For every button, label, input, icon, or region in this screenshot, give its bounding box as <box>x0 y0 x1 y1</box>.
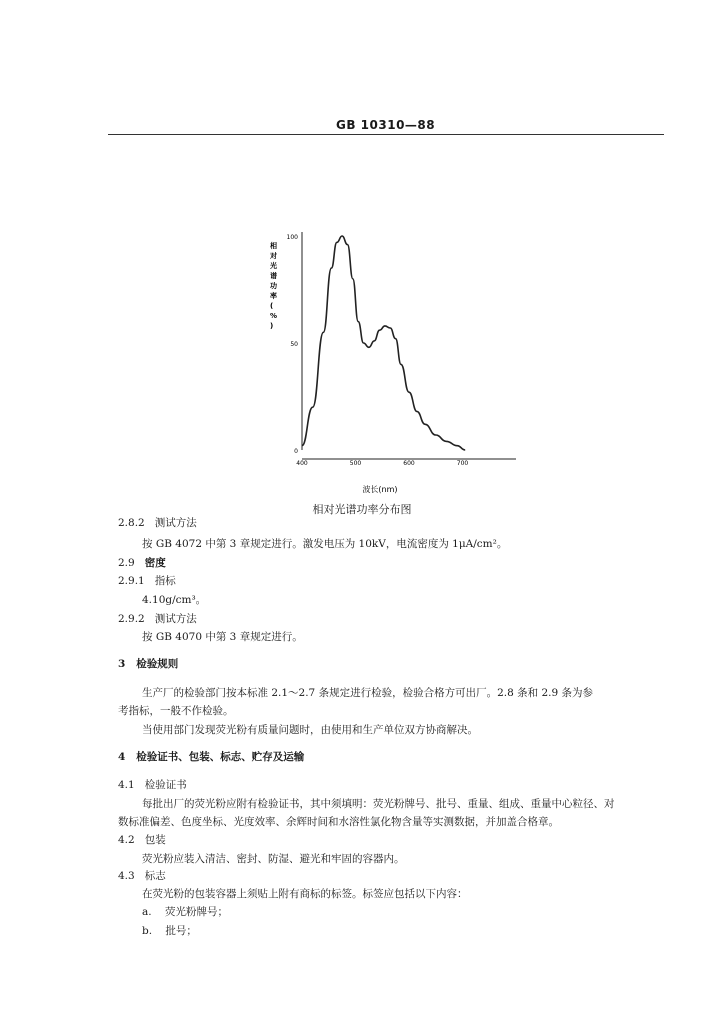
list-item-b <box>142 924 197 938</box>
section-number: 4.3 <box>118 870 135 882</box>
spectrum-curve <box>302 236 465 450</box>
y-tick-label: 50 <box>290 341 298 348</box>
section-3-paragraph-1-line-1: 生产厂的检验部门按本标准 2.1～2.7 条规定进行检验，检验合格方可出厂。2.8 条和 2.9 条为参 <box>142 687 593 699</box>
section-title: 检验规则 <box>136 658 179 670</box>
list-item-label: a. <box>142 906 152 918</box>
section-4-2-text: 荧光粉应装入清洁、密封、防湿、避光和牢固的容器内。 <box>142 853 405 865</box>
y-axis-label: 相对光谱功率( % ) <box>270 242 278 330</box>
x-tick-label: 500 <box>349 460 362 467</box>
x-tick-label: 400 <box>296 460 308 467</box>
section-number: 2.8.2 <box>118 517 145 529</box>
section-4-2-heading <box>118 833 166 847</box>
section-number: 2.9.1 <box>118 575 145 587</box>
y-tick-label: 100 <box>286 234 298 241</box>
section-title: 检验证书 <box>144 779 187 791</box>
section-2-8-2-text: 按 GB 4072 中第 3 章规定进行。激发电压为 10kV，电流密度为 1μA/cm²。 <box>142 538 508 550</box>
list-item-text: 荧光粉牌号； <box>164 906 228 918</box>
header-rule <box>108 134 664 135</box>
list-item-label: b. <box>142 925 153 937</box>
section-3-paragraph-1-line-2: 考指标，一般不作检验。 <box>118 705 234 717</box>
section-title: 检验证书、包装、标志、贮存及运输 <box>136 751 305 763</box>
section-2-9-1-heading <box>118 574 176 588</box>
section-2-8-2-heading <box>118 516 197 530</box>
section-2-9-1-text: 4.10g/cm³。 <box>142 594 207 606</box>
section-number: 4.1 <box>118 779 135 791</box>
section-2-9-2-text: 按 GB 4070 中第 3 章规定进行。 <box>142 631 303 643</box>
section-3-heading <box>118 657 178 671</box>
section-number: 4.2 <box>118 834 135 846</box>
x-tick-label: 700 <box>456 460 469 467</box>
section-title: 密度 <box>144 557 166 569</box>
section-4-1-paragraph-line-1: 每批出厂的荧光粉应附有检验证书，其中须填明：荧光粉牌号、批号、重量、组成、重量中心粒径、对 <box>142 798 615 810</box>
section-4-1-paragraph-line-2: 数标准偏差、色度坐标、光度效率、余辉时间和水溶性氯化物含量等实测数据，并加盖合格章。 <box>118 816 559 828</box>
list-item-text: 批号； <box>165 925 197 937</box>
section-title: 标志 <box>144 870 166 882</box>
section-4-heading <box>118 750 304 764</box>
section-title: 包装 <box>144 834 166 846</box>
x-axis-label: 波长(nm) <box>362 485 398 494</box>
spectral-chart <box>240 210 530 500</box>
section-4-3-heading <box>118 869 166 883</box>
standard-number: GB 10310—88 <box>336 118 436 132</box>
section-number: 3 <box>118 658 126 670</box>
section-3-paragraph-2: 当使用部门发现荧光粉有质量问题时，由使用和生产单位双方协商解决。 <box>142 724 478 736</box>
section-title: 指标 <box>154 575 176 587</box>
y-tick-label: 0 <box>294 448 298 455</box>
section-4-3-text: 在荧光粉的包装容器上须贴上附有商标的标签。标签应包括以下内容： <box>142 888 468 900</box>
section-number: 2.9.2 <box>118 613 145 625</box>
section-title: 测试方法 <box>154 613 197 625</box>
x-tick-label: 600 <box>403 460 415 467</box>
section-number: 2.9 <box>118 557 135 569</box>
chart-caption: 相对光谱功率分布图 <box>312 503 412 516</box>
section-4-1-heading <box>118 778 187 792</box>
section-title: 测试方法 <box>154 517 197 529</box>
section-2-9-heading <box>118 556 166 570</box>
list-item-a <box>142 905 228 919</box>
section-number: 4 <box>118 751 126 763</box>
section-2-9-2-heading <box>118 612 197 626</box>
